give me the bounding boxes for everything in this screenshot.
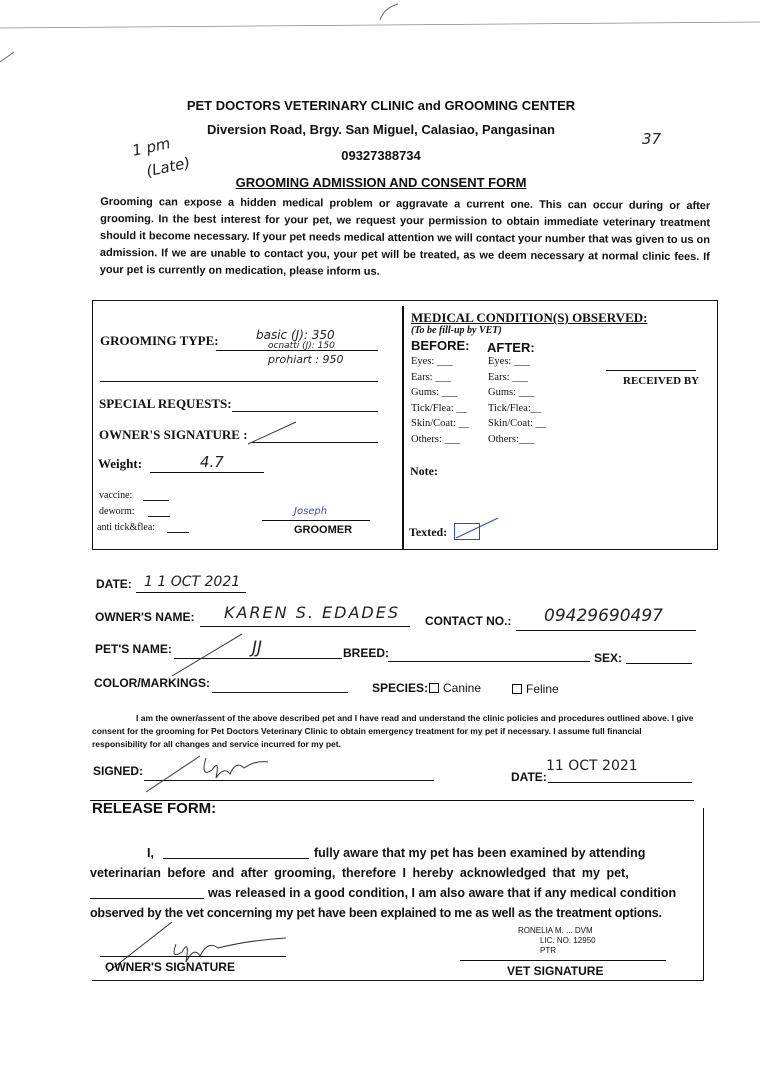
groomer-line[interactable] xyxy=(262,520,370,521)
after-item: Others:___ xyxy=(488,433,535,445)
weight-value: 4.7 xyxy=(200,453,224,471)
release-line3-end: was released in a good condition, I am also aware that if any medical condition xyxy=(208,886,677,900)
deworm-label: deworm: xyxy=(99,506,135,517)
breed-label: BREED: xyxy=(343,646,390,660)
signed-label: SIGNED: xyxy=(93,764,144,778)
pet-name-label: PET'S NAME: xyxy=(95,642,172,656)
after-item: Tick/Flea:__ xyxy=(488,402,542,414)
vet-stamp-license: LIC. NO. 12950 xyxy=(540,936,596,945)
consent-date-value: 11 OCT 2021 xyxy=(546,758,638,774)
release-pet-line[interactable] xyxy=(90,898,204,899)
vaccine-line[interactable] xyxy=(143,500,169,501)
before-item: Eyes: ___ xyxy=(411,356,453,367)
note-label: Note: xyxy=(410,464,438,478)
color-markings-label: COLOR/MARKINGS: xyxy=(94,676,210,690)
received-by-label: RECEIVED BY xyxy=(623,375,700,387)
medical-subtitle: (To be fill-up by VET) xyxy=(411,325,502,336)
after-item: Gums: ___ xyxy=(488,387,535,398)
before-item: Others: ___ xyxy=(411,433,461,445)
owner-signature-scribble xyxy=(244,418,304,448)
consent-date-label: DATE: xyxy=(511,770,547,784)
clinic-name: PET DOCTORS VETERINARY CLINIC and GROOMING CENTER xyxy=(186,98,576,113)
before-item: Gums: ___ xyxy=(411,387,458,398)
grooming-entry-2: ocnatti (J): 150 xyxy=(268,341,335,351)
color-markings-line[interactable] xyxy=(212,692,348,693)
date-value: 1 1 OCT 2021 xyxy=(144,574,241,590)
owner-signature-label: OWNER'S SIGNATURE : xyxy=(99,427,248,442)
release-title: RELEASE FORM: xyxy=(92,800,217,817)
vaccine-label: vaccine: xyxy=(99,490,133,501)
release-vet-sig-line[interactable] xyxy=(460,960,666,961)
feline-label: Feline xyxy=(526,682,559,696)
breed-line[interactable] xyxy=(388,661,590,662)
texted-check-mark xyxy=(452,512,502,542)
antitick-label: anti tick&flea: xyxy=(97,522,156,533)
pet-name-value: JJ xyxy=(252,638,263,658)
after-item: Ears: ___ xyxy=(488,371,528,383)
intro-paragraph: Grooming can expose a hidden medical problem or aggravate a current one. This can occur during or after grooming. In the best interest for your pet, we request your permission to obtain immediate veterinary treatment should it become necessary. If your pet needs medical attention we will contact your number that was given to us on admission. If we are unable to contact you, your pet will be treated, as we deem necessary at normal clinic fees. If your pet is currently on medication, please inform us. xyxy=(99,195,711,278)
release-line4: observed by the vet concerning my pet have been explained to me as well as the treatment options. xyxy=(90,906,662,920)
consent-text: I am the owner/assent of the above described pet and I have read and understand the clinic policies and procedures outlined above. I give consent for the grooming for Pet Doctors Veterinary Clinic to obtain emergency treatment for my pet if necessary. I assume full financial responsibility for all changes and service incurred for my pet. xyxy=(92,713,694,749)
species-canine-option[interactable] xyxy=(429,681,481,695)
release-line1-start: I, xyxy=(147,846,154,860)
after-label: AFTER: xyxy=(487,340,535,355)
late-note: (Late) xyxy=(144,153,192,181)
box-divider xyxy=(402,306,404,550)
special-requests-label: SPECIAL REQUESTS: xyxy=(99,396,232,411)
release-owner-sig-line[interactable] xyxy=(100,956,286,957)
clinic-address: Diversion Road, Brgy. San Miguel, Calasiao, Pangasinan xyxy=(207,122,555,137)
before-item: Ears: ___ xyxy=(411,371,451,383)
vet-stamp-ptr: PTR xyxy=(540,946,556,955)
grooming-entry-1: basic (J): 350 xyxy=(256,328,335,342)
owner-name-line[interactable] xyxy=(200,626,410,627)
canine-checkbox[interactable] xyxy=(429,683,439,693)
after-item: Eyes: ___ xyxy=(488,356,530,367)
weight-line[interactable] xyxy=(150,472,264,473)
received-by-line[interactable] xyxy=(606,370,696,371)
contact-line[interactable] xyxy=(516,630,696,631)
release-line1-end: fully aware that my pet has been examined by attending xyxy=(314,846,646,860)
form-title: GROOMING ADMISSION AND CONSENT FORM xyxy=(235,175,527,190)
date-line[interactable] xyxy=(136,592,246,593)
special-requests-line[interactable] xyxy=(232,411,378,412)
vet-signature-label: VET SIGNATURE xyxy=(507,964,604,978)
before-label: BEFORE: xyxy=(411,338,470,353)
vet-stamp-name: RONELIA M. ... DVM xyxy=(518,926,593,935)
owner-signature-drawing xyxy=(140,748,280,798)
grooming-type-label: GROOMING TYPE: xyxy=(100,333,219,348)
medical-title: MEDICAL CONDITION(S) OBSERVED: xyxy=(411,310,648,325)
before-item: Skin/Coat: __ xyxy=(411,418,470,429)
species-label: SPECIES: xyxy=(372,681,429,695)
contact-label: CONTACT NO.: xyxy=(425,614,512,628)
release-name-line[interactable] xyxy=(163,858,309,859)
owner-name-label: OWNER'S NAME: xyxy=(95,610,195,624)
sex-line[interactable] xyxy=(626,663,692,664)
owner-name-value: KAREN S. EDADES xyxy=(224,603,401,622)
sex-label: SEX: xyxy=(594,651,623,665)
groomer-name: Joseph xyxy=(294,506,328,517)
release-line2: veterinarian before and after grooming, therefore I hereby acknowledged that my pet, xyxy=(90,866,629,880)
owner-signature-release-label: OWNER'S SIGNATURE xyxy=(105,960,235,974)
time-note: 1 pm xyxy=(130,134,172,160)
grooming-entry-3: prohiart : 950 xyxy=(268,353,344,366)
page-edge-marks xyxy=(0,0,762,80)
after-item: Skin/Coat: __ xyxy=(488,418,547,429)
canine-label: Canine xyxy=(443,681,482,695)
grooming-type-line-2[interactable] xyxy=(100,381,378,382)
weight-label: Weight: xyxy=(98,456,143,471)
before-item: Tick/Flea: __ xyxy=(411,402,467,414)
pet-name-scribble xyxy=(168,630,248,680)
deworm-line[interactable] xyxy=(148,516,170,517)
release-bottom-line xyxy=(92,980,704,981)
release-box-right xyxy=(703,808,704,980)
antitick-line[interactable] xyxy=(167,532,189,533)
date-label: DATE: xyxy=(96,577,132,591)
clinic-phone: 09327388734 xyxy=(341,148,421,163)
consent-date-line[interactable] xyxy=(548,782,692,783)
feline-checkbox[interactable] xyxy=(512,684,522,694)
texted-label: Texted: xyxy=(409,525,448,539)
form-number-note: 37 xyxy=(642,130,662,148)
species-feline-option[interactable] xyxy=(512,682,559,696)
contact-value: 09429690497 xyxy=(544,606,663,626)
groomer-label: GROOMER xyxy=(294,524,353,536)
